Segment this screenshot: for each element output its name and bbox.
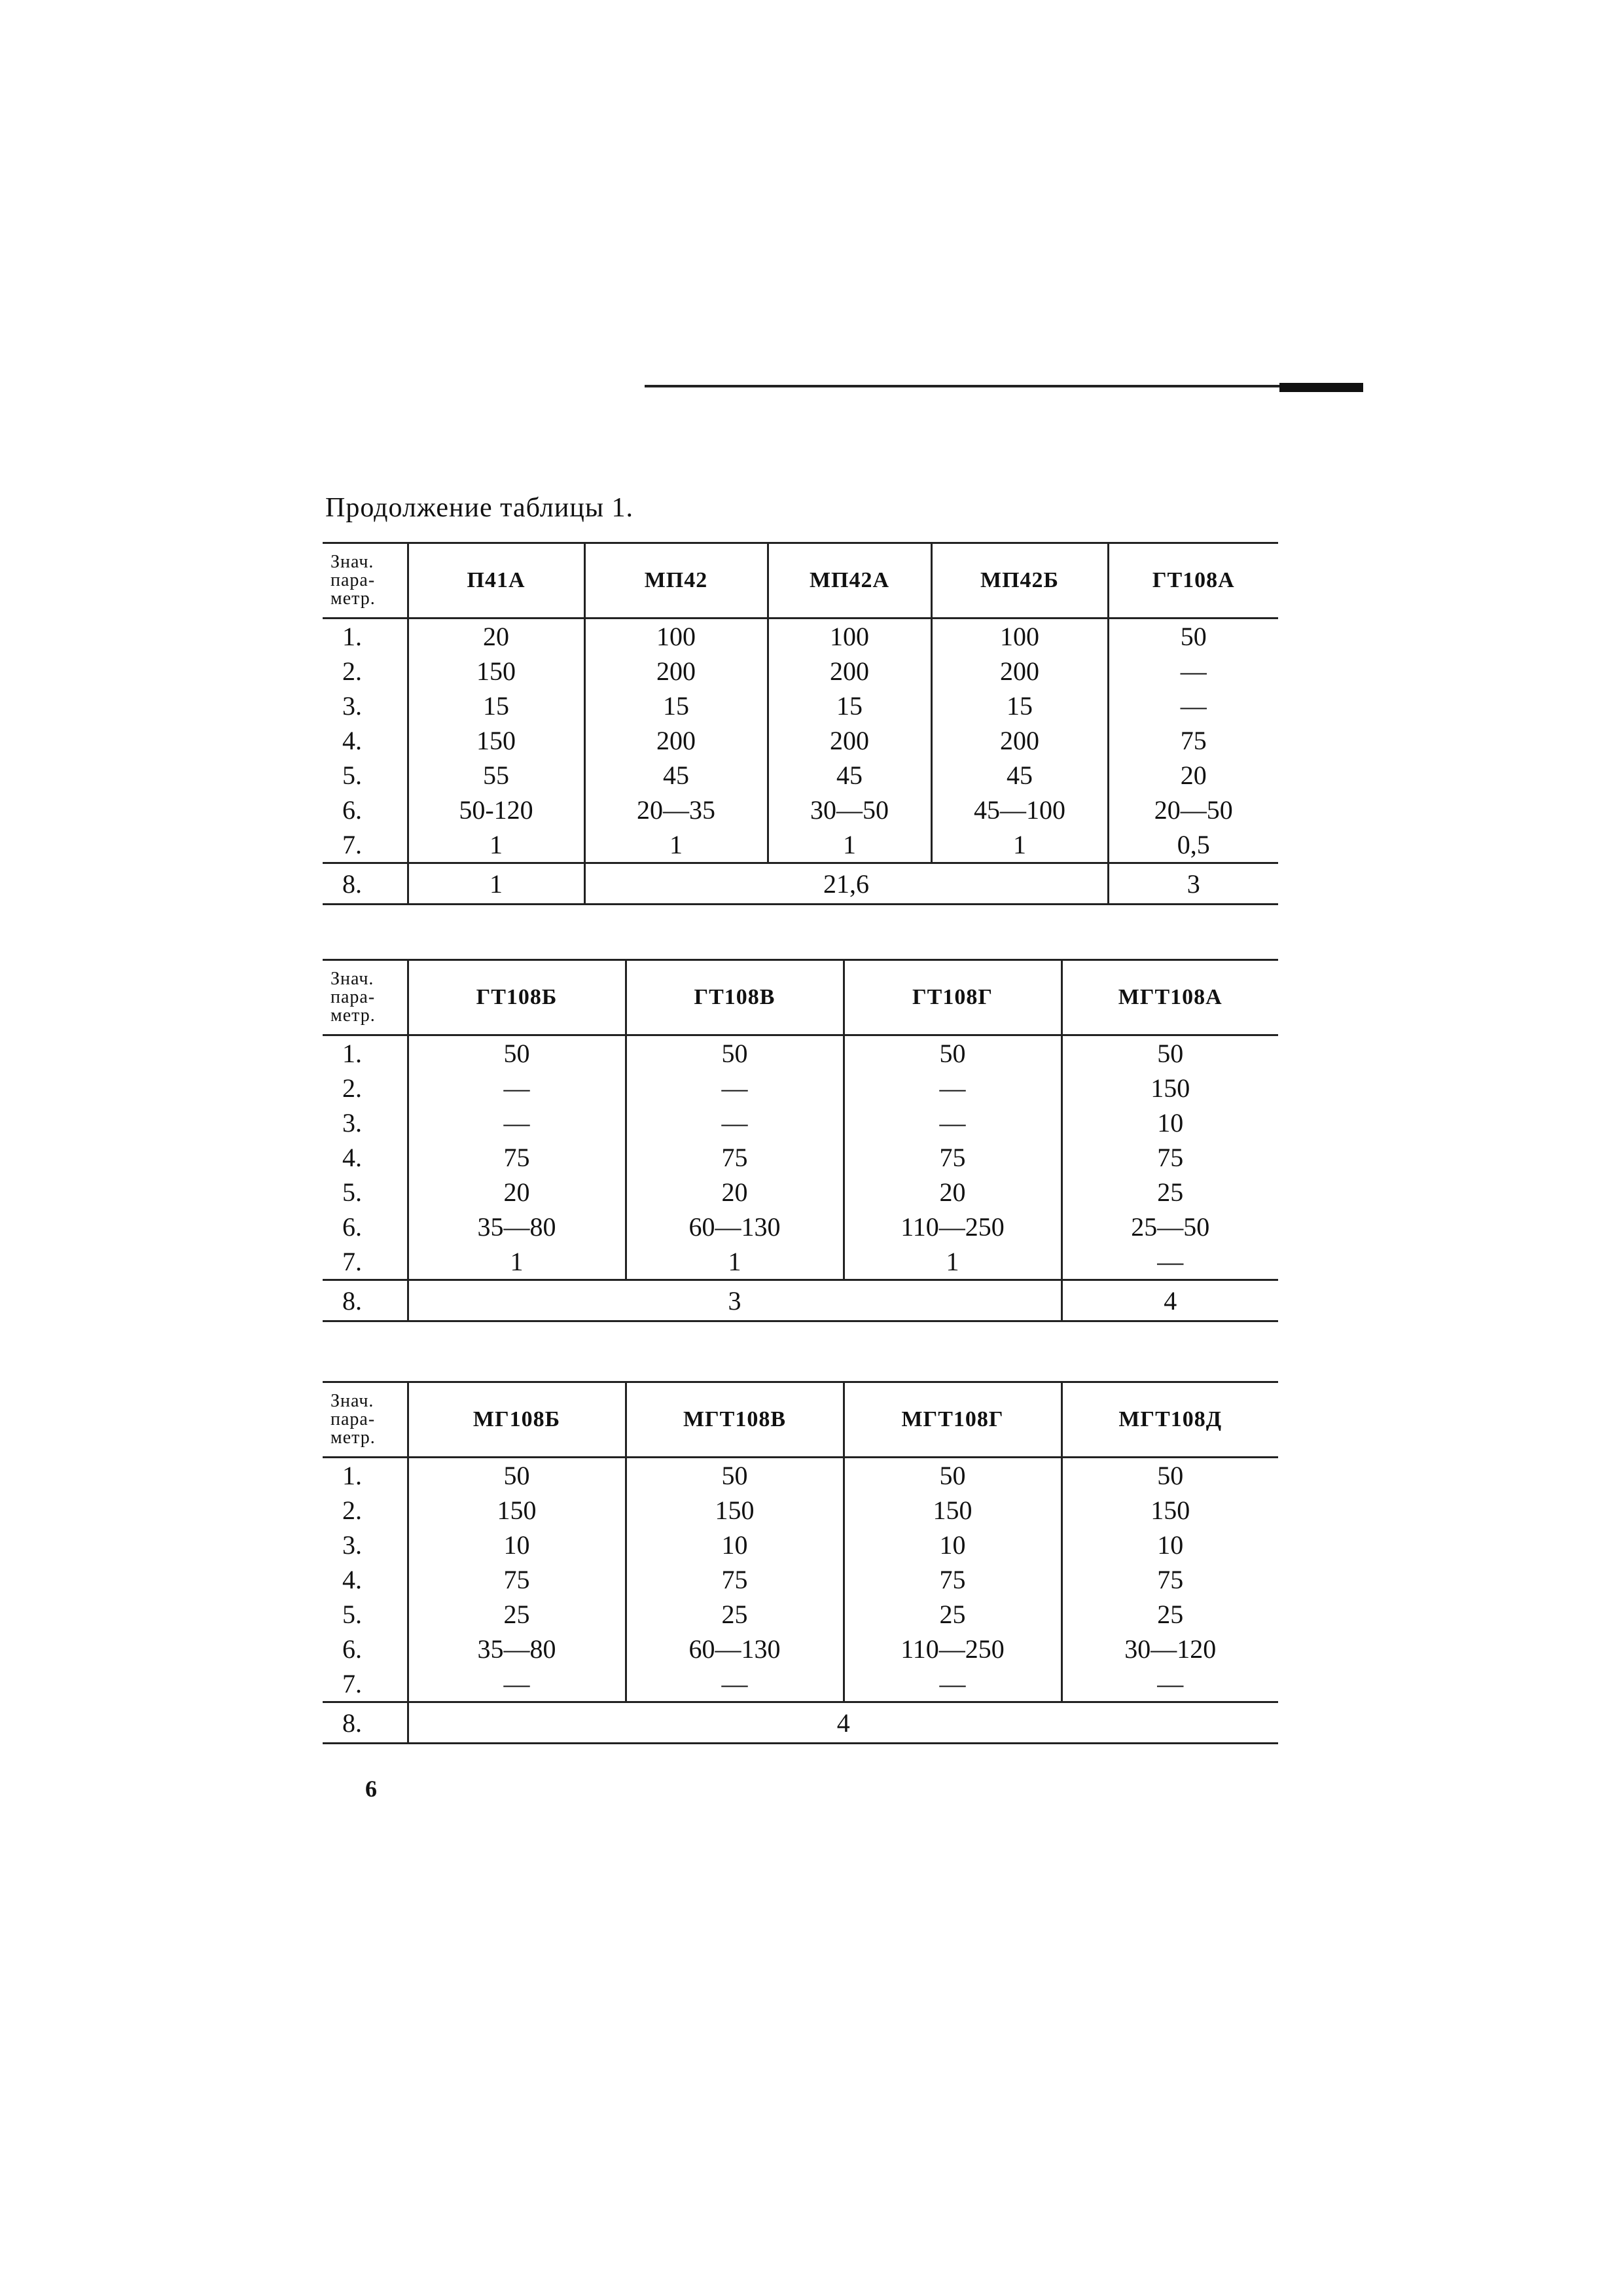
table-header-row (323, 960, 1278, 1035)
row-label: 3. (342, 691, 362, 721)
table-row (323, 1632, 1278, 1666)
table-row (323, 1458, 1278, 1494)
table-row (323, 723, 1278, 758)
table-row (323, 1105, 1278, 1140)
column-header: ГТ108В (626, 960, 844, 1035)
cell: — (1108, 654, 1278, 689)
column-header: МГТ108А (1061, 960, 1278, 1035)
cell: 45 (584, 758, 768, 793)
cell: 25 (626, 1597, 844, 1632)
row-label: 8. (342, 1708, 362, 1738)
top-rule (645, 385, 1279, 387)
cell: 1 (626, 1244, 844, 1280)
cell: 15 (768, 689, 931, 723)
footer-cell: 1 (408, 863, 584, 905)
cell: 30—50 (768, 793, 931, 827)
column-header: ГТ108А (1108, 543, 1278, 619)
cell: 150 (844, 1493, 1061, 1528)
cell: 0,5 (1108, 827, 1278, 863)
cell: — (844, 1071, 1061, 1105)
cell: 75 (626, 1562, 844, 1597)
footer-cell: 4 (1061, 1280, 1278, 1321)
cell: — (626, 1071, 844, 1105)
row-label: 3. (342, 1530, 362, 1560)
cell: 10 (1061, 1528, 1278, 1562)
table-row (323, 1597, 1278, 1632)
cell: — (626, 1105, 844, 1140)
cell: 50 (626, 1035, 844, 1071)
data-table-2 (323, 959, 1278, 1322)
row-label: 7. (342, 1669, 362, 1698)
param-header-line: Знач. (330, 969, 374, 989)
row-label: 7. (342, 1247, 362, 1276)
cell: 200 (768, 723, 931, 758)
cell: 1 (931, 827, 1108, 863)
row-label: 6. (342, 1212, 362, 1242)
footer-cell: 4 (408, 1702, 1278, 1744)
cell: 1 (584, 827, 768, 863)
row-label: 7. (342, 830, 362, 859)
cell: 60—130 (626, 1632, 844, 1666)
column-header: МГ108Б (408, 1382, 626, 1458)
cell: — (408, 1666, 626, 1702)
row-label: 1. (342, 622, 362, 651)
param-header-line: метр. (330, 1427, 376, 1448)
cell: 35—80 (408, 1632, 626, 1666)
cell: 50 (844, 1458, 1061, 1494)
table-header-row (323, 543, 1278, 619)
table-header-row (323, 1382, 1278, 1458)
cell: 150 (1061, 1071, 1278, 1105)
row-label: 6. (342, 1634, 362, 1664)
row-label: 4. (342, 726, 362, 755)
cell: 50 (844, 1035, 1061, 1071)
row-label: 2. (342, 1496, 362, 1525)
cell: 20—50 (1108, 793, 1278, 827)
param-header (323, 1382, 408, 1458)
cell: 200 (931, 654, 1108, 689)
cell: 75 (844, 1562, 1061, 1597)
column-header: ГТ108Г (844, 960, 1061, 1035)
cell: — (844, 1105, 1061, 1140)
param-header-line: Знач. (330, 1391, 374, 1411)
param-header-line: метр. (330, 588, 376, 609)
cell: 100 (584, 619, 768, 655)
cell: 200 (768, 654, 931, 689)
data-table-3 (323, 1381, 1278, 1744)
table-row (323, 1244, 1278, 1280)
column-header: МГТ108В (626, 1382, 844, 1458)
cell: 150 (1061, 1493, 1278, 1528)
cell: 50 (1061, 1458, 1278, 1494)
cell: 110—250 (844, 1210, 1061, 1244)
cell: 25 (408, 1597, 626, 1632)
cell: 75 (408, 1562, 626, 1597)
cell: 75 (844, 1140, 1061, 1175)
cell: 50 (1108, 619, 1278, 655)
cell: 1 (768, 827, 931, 863)
table-row (323, 689, 1278, 723)
column-header: МП42Б (931, 543, 1108, 619)
column-header: МГТ108Д (1061, 1382, 1278, 1458)
cell: 55 (408, 758, 584, 793)
cell: 15 (584, 689, 768, 723)
table-footer-row (323, 863, 1278, 905)
cell: 150 (408, 723, 584, 758)
table-row (323, 1140, 1278, 1175)
param-header (323, 543, 408, 619)
row-label: 5. (342, 1177, 362, 1207)
cell: 25 (1061, 1597, 1278, 1632)
cell: 1 (408, 827, 584, 863)
cell: 50 (408, 1458, 626, 1494)
table-row (323, 1666, 1278, 1702)
column-header: ГТ108Б (408, 960, 626, 1035)
cell: — (1061, 1244, 1278, 1280)
cell: — (408, 1071, 626, 1105)
table-caption: Продолжение таблицы 1. (325, 493, 634, 523)
table-row (323, 758, 1278, 793)
cell: 20 (408, 1175, 626, 1210)
cell: — (1108, 689, 1278, 723)
table-footer-row (323, 1702, 1278, 1744)
table-footer-row (323, 1280, 1278, 1321)
table-row (323, 1035, 1278, 1071)
cell: 20 (408, 619, 584, 655)
cell: 75 (1061, 1140, 1278, 1175)
cell: 110—250 (844, 1632, 1061, 1666)
cell: — (844, 1666, 1061, 1702)
cell: 60—130 (626, 1210, 844, 1244)
footer-cell: 3 (1108, 863, 1278, 905)
cell: — (408, 1105, 626, 1140)
row-label: 8. (342, 869, 362, 899)
param-header (323, 960, 408, 1035)
cell: 75 (408, 1140, 626, 1175)
table-row (323, 793, 1278, 827)
table-row (323, 1175, 1278, 1210)
cell: 45 (931, 758, 1108, 793)
cell: 15 (408, 689, 584, 723)
row-label: 5. (342, 1600, 362, 1629)
cell: 200 (584, 654, 768, 689)
data-table-1 (323, 542, 1278, 905)
column-header: МП42 (584, 543, 768, 619)
table-row (323, 619, 1278, 655)
cell: 45—100 (931, 793, 1108, 827)
row-label: 4. (342, 1143, 362, 1172)
cell: 45 (768, 758, 931, 793)
table-row (323, 1071, 1278, 1105)
cell: 50-120 (408, 793, 584, 827)
cell: 35—80 (408, 1210, 626, 1244)
cell: 75 (1108, 723, 1278, 758)
cell: 1 (844, 1244, 1061, 1280)
cell: 10 (626, 1528, 844, 1562)
row-label: 3. (342, 1108, 362, 1138)
row-label: 2. (342, 656, 362, 686)
row-label: 6. (342, 795, 362, 825)
row-label: 2. (342, 1073, 362, 1103)
cell: 50 (626, 1458, 844, 1494)
cell: 100 (768, 619, 931, 655)
footer-cell: 3 (408, 1280, 1061, 1321)
cell: — (1061, 1666, 1278, 1702)
cell: — (626, 1666, 844, 1702)
cell: 20 (844, 1175, 1061, 1210)
cell: 10 (1061, 1105, 1278, 1140)
cell: 100 (931, 619, 1108, 655)
table-row (323, 654, 1278, 689)
column-header: МП42А (768, 543, 931, 619)
cell: 75 (626, 1140, 844, 1175)
table-row (323, 1562, 1278, 1597)
table-row (323, 827, 1278, 863)
cell: 25 (844, 1597, 1061, 1632)
table-row (323, 1528, 1278, 1562)
param-header-line: пара- (330, 987, 376, 1007)
param-header-line: метр. (330, 1005, 376, 1026)
row-label: 4. (342, 1565, 362, 1594)
cell: 20—35 (584, 793, 768, 827)
param-header-line: пара- (330, 1409, 376, 1429)
footer-cell: 21,6 (584, 863, 1108, 905)
row-label: 5. (342, 761, 362, 790)
row-label: 1. (342, 1039, 362, 1068)
row-label: 1. (342, 1461, 362, 1490)
top-rule-thick (1279, 383, 1363, 392)
cell: 25—50 (1061, 1210, 1278, 1244)
cell: 20 (1108, 758, 1278, 793)
cell: 50 (1061, 1035, 1278, 1071)
cell: 10 (408, 1528, 626, 1562)
column-header: П41А (408, 543, 584, 619)
cell: 25 (1061, 1175, 1278, 1210)
cell: 10 (844, 1528, 1061, 1562)
cell: 150 (408, 654, 584, 689)
param-header-line: Знач. (330, 552, 374, 572)
table-row (323, 1210, 1278, 1244)
cell: 20 (626, 1175, 844, 1210)
row-label: 8. (342, 1285, 362, 1316)
cell: 15 (931, 689, 1108, 723)
cell: 50 (408, 1035, 626, 1071)
param-header-line: пара- (330, 570, 376, 590)
cell: 1 (408, 1244, 626, 1280)
cell: 200 (931, 723, 1108, 758)
page-number: 6 (365, 1776, 377, 1802)
cell: 30—120 (1061, 1632, 1278, 1666)
table-row (323, 1493, 1278, 1528)
cell: 200 (584, 723, 768, 758)
column-header: МГТ108Г (844, 1382, 1061, 1458)
cell: 150 (626, 1493, 844, 1528)
cell: 150 (408, 1493, 626, 1528)
cell: 75 (1061, 1562, 1278, 1597)
